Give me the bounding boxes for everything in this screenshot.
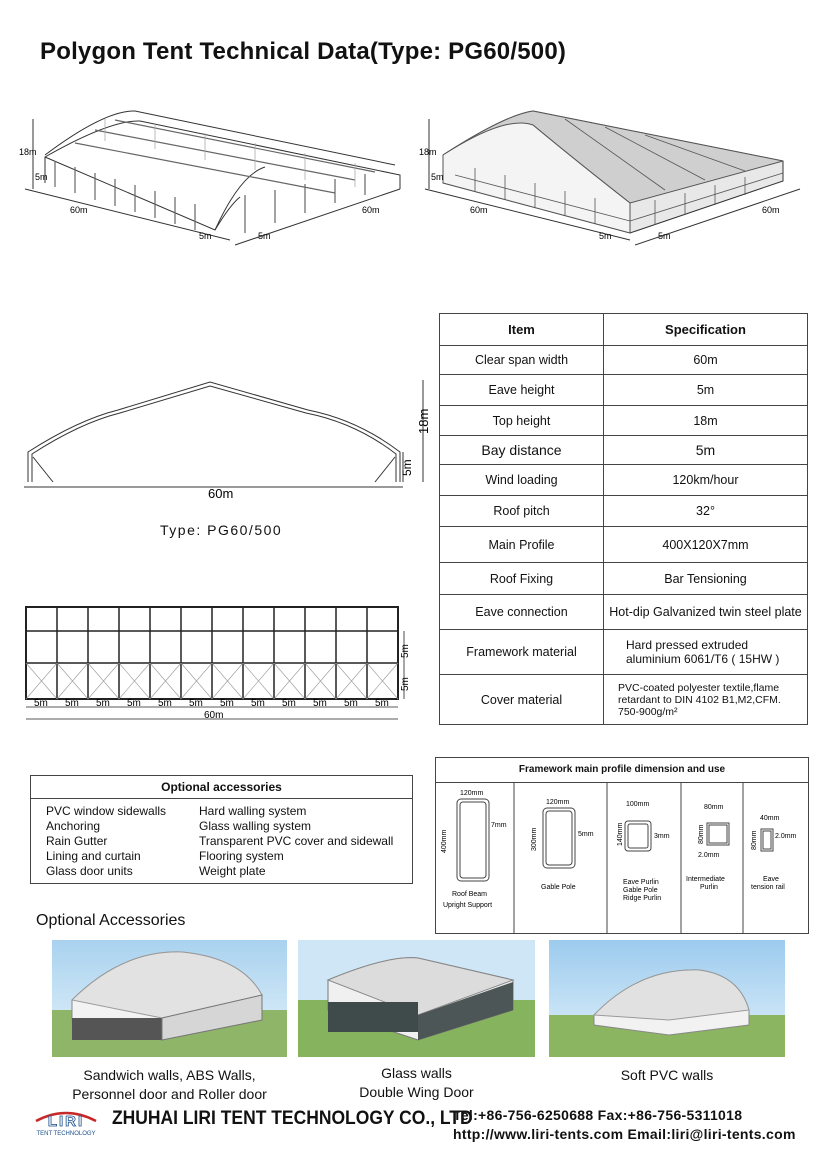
eave-label: 5m [35, 172, 48, 182]
caption-line: Double Wing Door [359, 1084, 474, 1100]
profile-3-height: 140mm [617, 822, 624, 846]
profile-3-use-1: Eave Purlin [623, 879, 659, 886]
profile-2-height: 300mm [531, 827, 538, 851]
bay-label-3: 5m [599, 231, 612, 241]
company-logo [28, 1103, 104, 1137]
tent-perspective-drawing [415, 105, 810, 255]
photo-glass-walls [298, 940, 535, 1057]
profile-5-use-1: Eave [763, 876, 779, 883]
row-item: Main Profile [440, 527, 604, 563]
profile-span-label: 60m [208, 486, 234, 501]
profile-1-use-1: Roof Beam [452, 891, 488, 898]
row-item: Bay distance [440, 436, 604, 465]
list-item: Hard walling system [199, 804, 307, 818]
profile-5-use-2: tension rail [751, 884, 785, 891]
table-row [440, 563, 808, 595]
height-label-2: 18m [419, 147, 437, 157]
bay-6: 5m [189, 698, 203, 709]
profile-3-use-2: Gable Pole [623, 887, 658, 894]
profile-5-width: 40mm [760, 815, 780, 822]
profile-1-height: 400mm [441, 829, 448, 853]
caption-line: Soft PVC walls [620, 1067, 714, 1083]
span-label: 60m [70, 205, 88, 215]
profile-1-width: 120mm [460, 790, 484, 797]
photo-caption-3 [549, 1066, 785, 1085]
bay-5: 5m [158, 698, 172, 709]
profile-4-width: 80mm [704, 804, 724, 811]
type-label: Type: PG60/500 [160, 522, 283, 538]
profile-4-use-1: Intermediate [686, 876, 725, 883]
profile-height-label: 18m [416, 408, 431, 434]
header-spec: Specification [604, 314, 808, 346]
bay-12: 5m [375, 698, 389, 709]
optional-header: Optional accessories [31, 776, 412, 799]
frame-perspective-drawing [15, 105, 410, 255]
bay-label-4: 5m [658, 231, 671, 241]
row-item: Wind loading [440, 465, 604, 496]
table-row [440, 406, 808, 436]
row-value: 5m [604, 436, 808, 465]
row-value: 120km/hour [604, 465, 808, 496]
list-item: Transparent PVC cover and sidewall [199, 834, 394, 848]
optional-left-list [46, 804, 166, 879]
page-title: Polygon Tent Technical Data(Type: PG60/500) [40, 38, 567, 65]
photo-caption-2 [298, 1064, 535, 1102]
table-row [440, 496, 808, 527]
bay-11: 5m [344, 698, 358, 709]
profile-2-width: 120mm [546, 799, 570, 806]
spec-table [439, 313, 808, 725]
eave-label-2: 5m [431, 172, 444, 182]
row-item: Eave height [440, 375, 604, 406]
profile-1-thickness: 7mm [491, 822, 507, 829]
row-item: Cover material [440, 675, 604, 725]
caption-line: Personnel door and Roller door [72, 1086, 267, 1102]
table-row [440, 595, 808, 630]
profile-5-thickness: 2.0mm [775, 833, 797, 840]
profile-5-height: 80mm [751, 830, 758, 850]
bay-9: 5m [282, 698, 296, 709]
header-item: Item [440, 314, 604, 346]
table-row [440, 346, 808, 375]
list-item: PVC window sidewalls [46, 804, 167, 818]
profile-2-use-1: Gable Pole [541, 884, 576, 891]
side-elevation-drawing [22, 603, 414, 723]
list-item: Glass door units [46, 864, 133, 878]
row-value: 400X120X7mm [604, 527, 808, 563]
photo-soft-pvc-walls [549, 940, 785, 1057]
bay-label-1: 5m [199, 231, 212, 241]
bay-3: 5m [96, 698, 110, 709]
photo-caption-1 [52, 1066, 287, 1104]
photo-sandwich-walls [52, 940, 287, 1057]
list-item: Flooring system [199, 849, 284, 863]
row-value: PVC-coated polyester textile,flame retardant to DIN 4102 B1,M2,CFM. 750-900g/m² [604, 675, 808, 725]
row-item: Framework material [440, 630, 604, 675]
profile-4-height: 80mm [698, 824, 705, 844]
profile-view-drawing [18, 372, 438, 502]
row-item: Top height [440, 406, 604, 436]
section-title: Optional Accessories [36, 912, 186, 929]
table-row [440, 375, 808, 406]
company-name: ZHUHAI LIRI TENT TECHNOLOGY CO., LTD [112, 1108, 473, 1129]
bay-4: 5m [127, 698, 141, 709]
contact-phone: Tel:+86-756-6250688 Fax:+86-756-5311018 [453, 1107, 743, 1123]
profile-3-use-3: Ridge Purlin [623, 895, 662, 902]
row-value: Hot-dip Galvanized twin steel plate [604, 595, 808, 630]
bay-label-2: 5m [258, 231, 271, 241]
row-item: Roof Fixing [440, 563, 604, 595]
table-row [440, 675, 808, 725]
list-item: Lining and curtain [46, 849, 141, 863]
row-value: Hard pressed extruded aluminium 6061/T6 ( 15HW ) [604, 630, 808, 675]
profile-4-thickness: 2.0mm [698, 852, 720, 859]
span-label-2: 60m [470, 205, 488, 215]
caption-line: Sandwich walls, ABS Walls, [83, 1067, 256, 1083]
list-item: Weight plate [199, 864, 266, 878]
optional-accessories-box [30, 775, 413, 884]
bay-7: 5m [220, 698, 234, 709]
bay-10: 5m [313, 698, 327, 709]
row-item: Roof pitch [440, 496, 604, 527]
logo-text: LIRI [47, 1113, 85, 1130]
list-item: Rain Gutter [46, 834, 108, 848]
profile-eave-label: 5m [400, 459, 414, 476]
row-value: 32° [604, 496, 808, 527]
row-value: 60m [604, 346, 808, 375]
caption-line: Glass walls [381, 1065, 452, 1081]
table-header-row [440, 314, 808, 346]
optional-right-list [199, 804, 393, 879]
row-value: 5m [604, 375, 808, 406]
table-row [440, 527, 808, 563]
row-value: 18m [604, 406, 808, 436]
height-label: 18m [19, 147, 37, 157]
row-item: Eave connection [440, 595, 604, 630]
side-height-2: 5m [400, 677, 411, 691]
profile-2-thickness: 5mm [578, 831, 594, 838]
contact-web: http://www.liri-tents.com Email:liri@liri-tents.com [453, 1126, 796, 1142]
list-item: Anchoring [46, 819, 101, 833]
profile-3-thickness: 3mm [654, 833, 670, 840]
profile-1-use-2: Upright Support [443, 902, 493, 909]
contact-info [453, 1106, 796, 1144]
table-row [440, 465, 808, 496]
side-total-label: 60m [204, 710, 224, 721]
table-row [440, 630, 808, 675]
bay-8: 5m [251, 698, 265, 709]
logo-subtext: TENT TECHNOLOGY [36, 1131, 96, 1137]
profile-4-use-2: Purlin [700, 884, 718, 891]
length-label-2: 60m [762, 205, 780, 215]
bay-1: 5m [34, 698, 48, 709]
table-row [440, 436, 808, 465]
length-label: 60m [362, 205, 380, 215]
row-value: Bar Tensioning [604, 563, 808, 595]
profile-dimension-box [435, 757, 809, 934]
profile-3-width: 100mm [626, 801, 650, 808]
side-height-1: 5m [400, 644, 411, 658]
list-item: Glass walling system [199, 819, 312, 833]
profile-sections [436, 783, 808, 933]
row-item: Clear span width [440, 346, 604, 375]
bay-2: 5m [65, 698, 79, 709]
profile-header: Framework main profile dimension and use [436, 758, 808, 783]
